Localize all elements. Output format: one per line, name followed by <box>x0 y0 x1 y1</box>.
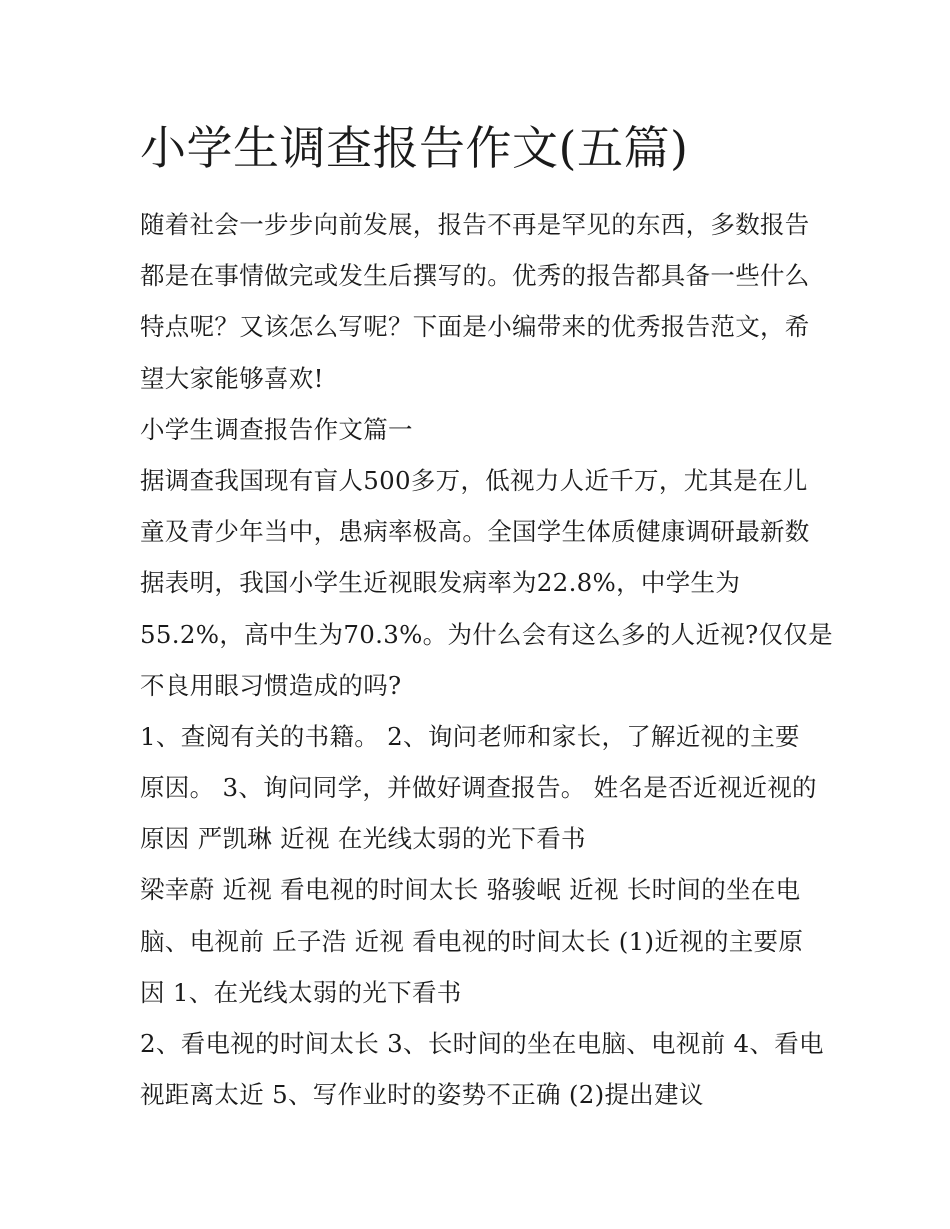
body-line: 随着社会一步步向前发展，报告不再是罕见的东西，多数报告 <box>140 210 810 239</box>
body-line: 因 1、在光线太弱的光下看书 <box>140 977 462 1007</box>
document-body <box>140 199 833 1120</box>
body-line: 视距离太近 5、写作业时的姿势不正确 (2)提出建议 <box>140 1080 704 1110</box>
body-line: 据调查我国现有盲人500多万，低视力人近千万，尤其是在儿 <box>140 465 808 495</box>
body-line: 梁幸蔚 近视 看电视的时间太长 骆骏岷 近视 长时间的坐在电 <box>140 875 801 905</box>
body-line: 望大家能够喜欢! <box>140 363 324 393</box>
body-line: 据表明，我国小学生近视眼发病率为22.8%，中学生为 <box>140 568 741 598</box>
body-line: 2、看电视的时间太长 3、长时间的坐在电脑、电视前 4、看电 <box>140 1029 824 1058</box>
body-line: 原因。 3、询问同学，并做好调查报告。 姓名是否近视近视的 <box>140 773 817 803</box>
body-line: 特点呢？又该怎么写呢？下面是小编带来的优秀报告范文，希 <box>140 312 810 342</box>
body-line: 1、查阅有关的书籍。 2、询问老师和家长，了解近视的主要 <box>140 721 800 751</box>
body-line: 脑、电视前 丘子浩 近视 看电视的时间太长 (1)近视的主要原 <box>140 926 804 956</box>
body-line: 童及青少年当中，患病率极高。全国学生体质健康调研最新数 <box>140 517 810 547</box>
document-title: 小学生调查报告作文(五篇) <box>140 121 689 175</box>
body-line: 不良用眼习惯造成的吗? <box>140 670 402 700</box>
body-line: 都是在事情做完或发生后撰写的。优秀的报告都具备一些什么 <box>140 261 810 291</box>
section-heading: 小学生调查报告作文篇一 <box>140 414 413 444</box>
body-line: 55.2%，高中生为70.3%。为什么会有这么多的人近视?仅仅是 <box>140 619 833 649</box>
body-line: 原因 严凯琳 近视 在光线太弱的光下看书 <box>140 824 586 854</box>
